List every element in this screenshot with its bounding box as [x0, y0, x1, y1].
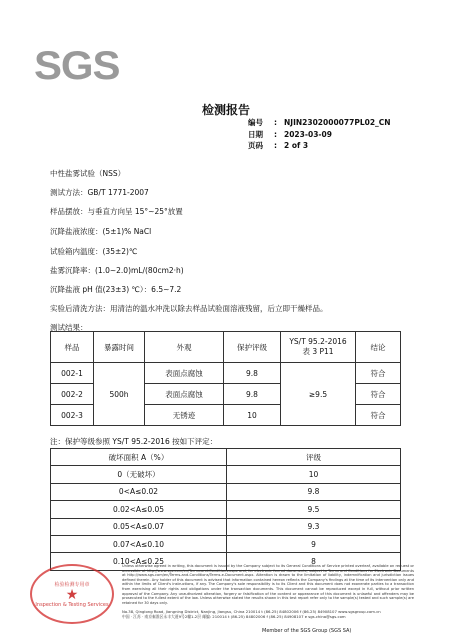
official-stamp: 检验检测专用章 ★ Inspection & Testing Services [30, 564, 114, 624]
table-row: 0（无破坏） 10 [51, 466, 401, 483]
condition-line: 中性盐雾试验（NSS） [50, 169, 126, 178]
grading-note: 注：保护等级参照 YS/T 95.2-2016 按如下评定： [50, 437, 218, 446]
table-row: 002-3 无锈迹 10 符合 [51, 405, 401, 426]
requirement-cell: ≥9.5 [281, 363, 356, 426]
meta-date: 日期 : 2023-03-09 [248, 129, 332, 139]
table-row: 002-1 500h 表面点腐蚀 9.8 ≥9.5 符合 [51, 363, 401, 384]
table-header-row: 破坏面积 A（%） 评级 [51, 449, 401, 466]
meta-number: 编号 : NJIN2302000077PL02_CN [248, 118, 391, 127]
table-row: 0.02<A≤0.05 9.5 [51, 501, 401, 518]
condition-line: 样品摆放：与垂直方向呈 15°~25°放置 [50, 207, 183, 216]
member-text: Member of the SGS Group (SGS SA) [262, 628, 352, 634]
meta-page: 页码 : 2 of 3 [248, 141, 309, 150]
table-header-row: 样品 暴露时间 外观 保护评级 YS/T 95.2-2016 表 3 P11 结论 [51, 332, 401, 363]
table-row: 0.05<A≤0.07 9.3 [51, 518, 401, 535]
table-row: 002-2 表面点腐蚀 9.8 符合 [51, 384, 401, 405]
disclaimer-text: Unless otherwise agreed in writing, this document is issued by the Company subject to its General Conditions of Service printed overleaf, available on request or accessible at http://www.sgs.com/en/Terms-and-Conditions.aspx and, for electronic format documents, subject to Terms and Conditions for Electronic Documents at http://www.sgs.com/en/Terms-and-Conditions/Terms-e-Document.aspx. Attention is drawn to the limitation of liability, indemnification and jurisdiction issues defined therein. Any holder of this document is advised that information contained hereon reflects the Company's findings at the time of its intervention only and within the limits of Client's instructions, if any. The Company's sole responsibility is to its Client and this document does not exonerate parties to a transaction from exercising all their rights and obligations under the transaction documents. This document cannot be reproduced except in full, without prior written approval of the Company. Any unauthorized alteration, forgery or falsification of the content or appearance of this document is unlawful and offenders may be prosecuted to the fullest extent of the law. Unless otherwise stated the results shown in this test report refer only to the sample(s) tested and such sample(s) are retained for 30 days only. [122, 564, 414, 605]
condition-line: 沉降盐液 pH 值(23±3) ℃）：6.5~7.2 [50, 285, 182, 294]
address-en: No.38, Qinglong Road, Jiangning District, Nanjing, Jiangsu, China 210014 t (86-25) 84802006 f (86-25) 84908107 www.sgsgroup.com.cn [122, 609, 381, 614]
results-table [50, 331, 401, 426]
table-row: 0<A≤0.02 9.8 [51, 483, 401, 500]
sgs-logo: SGS [33, 44, 120, 88]
table-row: 0.07<A≤0.10 9 [51, 535, 401, 552]
condition-line: 实验后清洗方法：用清洁的温水冲洗以除去样品试验面溶液残留，后立即干燥样品。 [50, 304, 328, 313]
address-block [122, 609, 414, 619]
table-row: 0.10<A≤0.25 8 [51, 553, 401, 570]
section-heading: 测试结果： [50, 323, 88, 332]
exposure-cell: 500h [94, 363, 145, 426]
condition-line: 盐雾沉降率：(1.0~2.0)mL/(80cm2·h) [50, 266, 184, 275]
report-meta [248, 117, 391, 152]
condition-line: 测试方法：GB/T 1771-2007 [50, 188, 149, 197]
grading-table [50, 448, 401, 571]
page-title: 检测报告 [201, 103, 250, 117]
condition-line: 试验箱内温度：(35±2)℃ [50, 247, 138, 256]
address-cn: 中国 · 江苏 · 南京秦淮区永丰大道9号2幢1-2层 邮编: 210014 t (86-25) 84802006 f (86-25) 84908107 e sgs.china@sgs.com [122, 614, 346, 619]
star-icon: ★ [65, 586, 79, 603]
condition-line: 沉降盐液浓度：(5±1)% NaCl [50, 227, 152, 236]
